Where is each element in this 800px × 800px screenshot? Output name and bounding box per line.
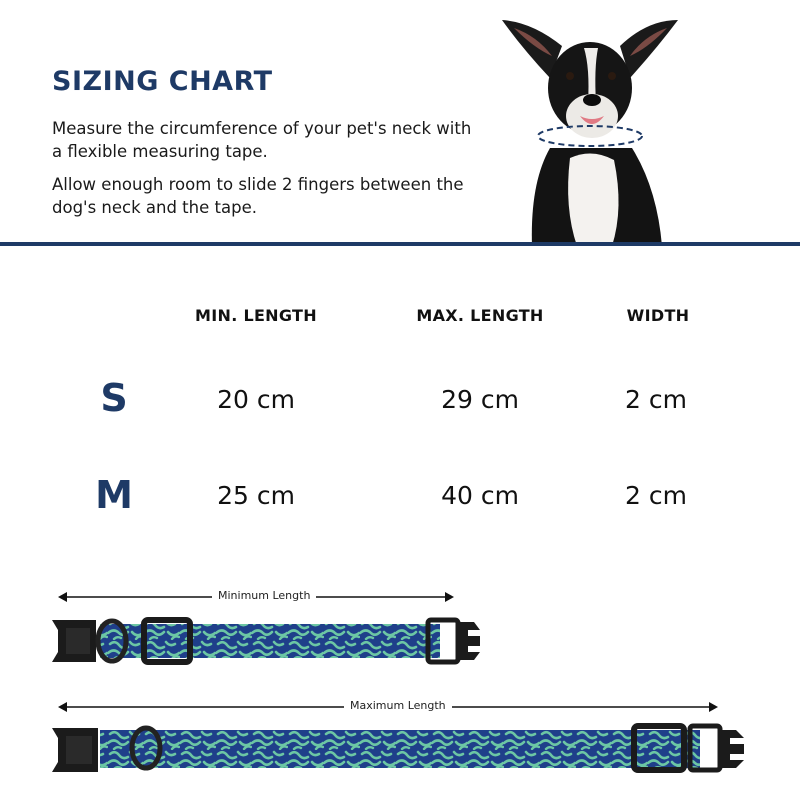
m-max-length: 40 cm <box>441 481 519 510</box>
s-max-length: 29 cm <box>441 385 519 414</box>
m-width: 2 cm <box>625 481 687 510</box>
sizing-header <box>0 0 800 246</box>
column-header-min-length: MIN. LENGTH <box>195 306 317 325</box>
column-header-max-length: MAX. LENGTH <box>416 306 544 325</box>
measure-instruction: Measure the circumference of your pet's neck with a flexible measuring tape. <box>52 119 472 161</box>
min-length-label: Minimum Length <box>212 589 316 602</box>
collar-large-image <box>0 690 800 800</box>
collar-maximum <box>0 690 800 800</box>
page-title: SIZING CHART <box>52 66 273 97</box>
dog-photo <box>492 8 692 246</box>
m-min-length: 25 cm <box>217 481 295 510</box>
size-label-s: S <box>100 376 128 420</box>
fit-instruction: Allow enough room to slide 2 fingers between the dog's neck and the tape. <box>52 175 464 217</box>
s-min-length: 20 cm <box>217 385 295 414</box>
s-width: 2 cm <box>625 385 687 414</box>
size-label-m: M <box>95 473 133 517</box>
max-length-label: Maximum Length <box>344 699 452 712</box>
collar-minimum <box>0 580 800 670</box>
column-header-width: WIDTH <box>626 306 690 325</box>
collar-small-image <box>0 580 800 670</box>
header-divider <box>0 242 800 246</box>
